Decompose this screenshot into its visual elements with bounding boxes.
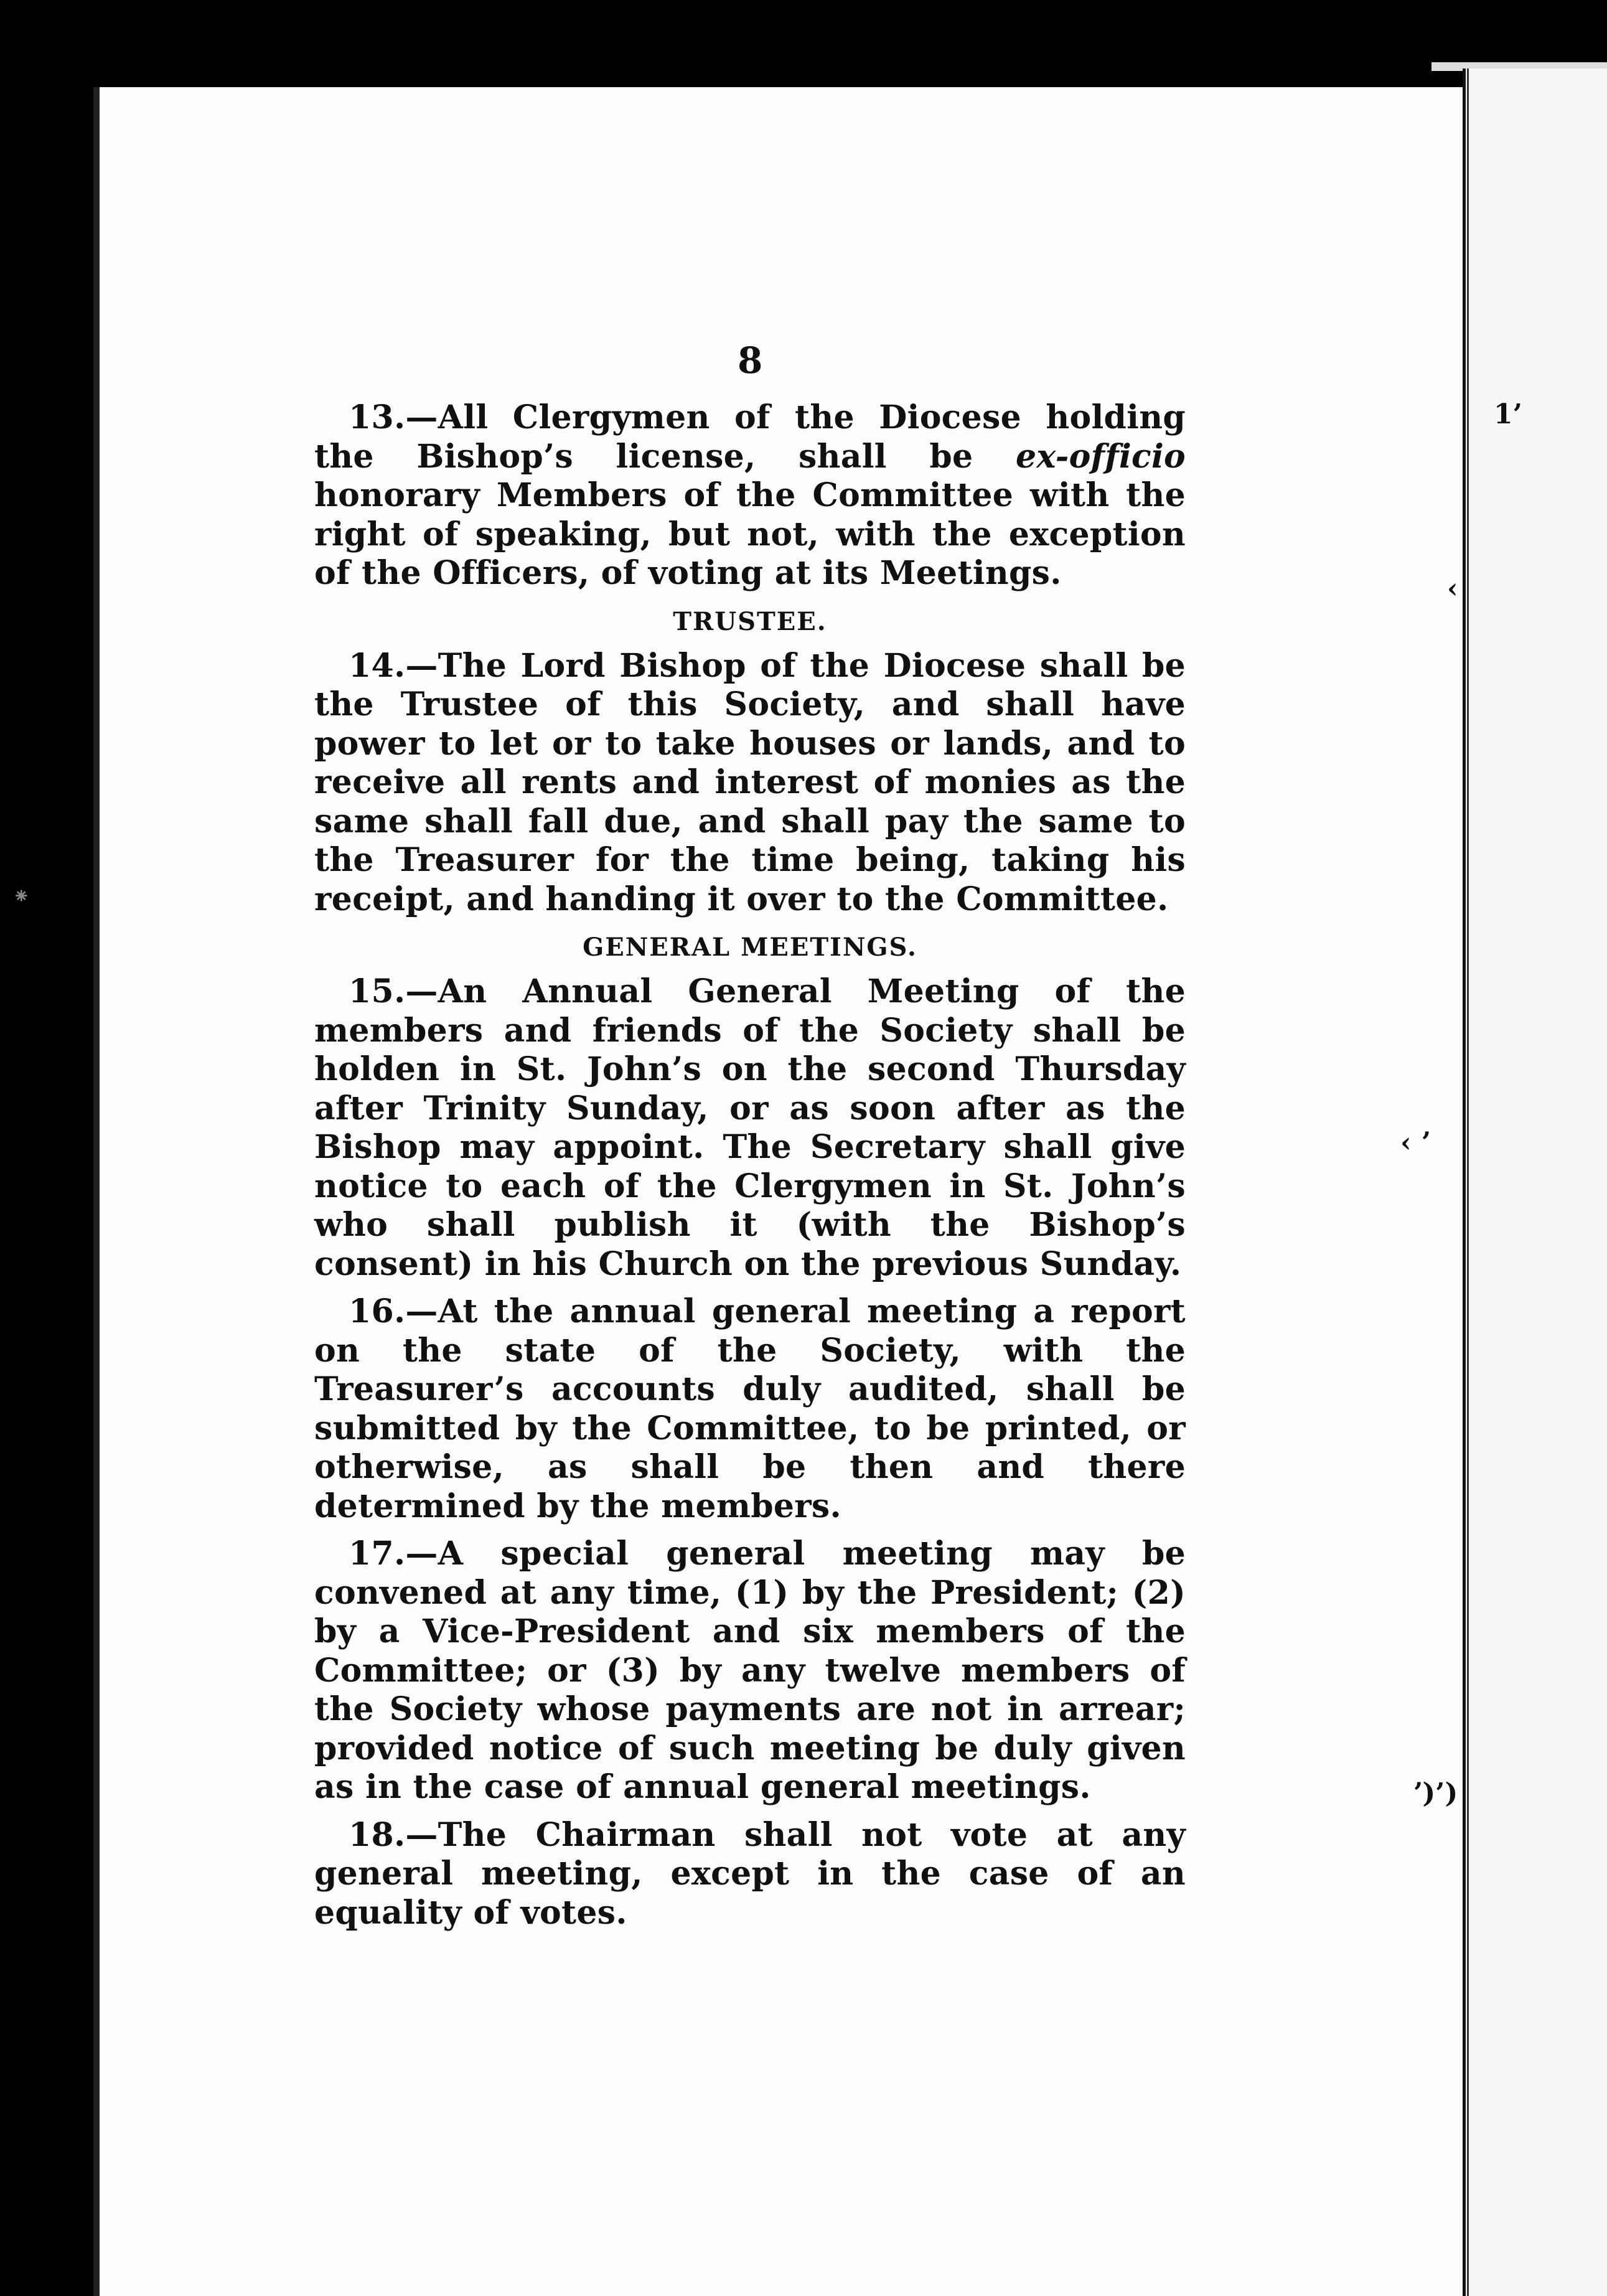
paragraph-15: 15.—An Annual General Meeting of the members and friends of the Society shall be holden in St. John’s on the second Thursday after Trinity Sunday, or as soon after as the Bishop may appoint. The Secretary shall give notice to each of the Clergymen in St. John’s who shall publish it (with the Bishop’s consent) in his Church on the previous Sunday. xyxy=(314,972,1186,1283)
page-number: 8 xyxy=(738,339,763,382)
margin-mark: ⁕ xyxy=(12,884,30,909)
section-heading-trustee: TRUSTEE. xyxy=(673,606,827,636)
spacer xyxy=(314,1526,1186,1535)
margin-mark: ʼ)’) xyxy=(1413,1777,1458,1809)
section-heading-general-meetings: GENERAL MEETINGS. xyxy=(583,933,917,962)
paragraph-13-italic: ex-officio xyxy=(1015,437,1186,476)
paragraph-17: 17.—A special general meeting may be convened at any time, (1) by the President; (2) by a Vice-President and six members of the Committee; or (3) by any twelve members of the Society whose payments are not in arrear; provided notice of such meeting be duly given as in the case of annual general meetings. xyxy=(314,1535,1186,1806)
paragraph-14: 14.—The Lord Bishop of the Diocese shall be the Trustee of this Society, and shall have power to let or to take houses or lands, and to receive all rents and interest of monies as the same shall fall due, and shall pay the same to the Treasurer for the time being, taking his receipt, and handing it over to the Committee. xyxy=(314,646,1186,918)
paragraph-13 xyxy=(314,398,1186,593)
page-gutter-line xyxy=(1467,68,1469,2296)
margin-mark: 1’ xyxy=(1494,398,1522,430)
spacer xyxy=(314,1807,1186,1816)
spacer xyxy=(314,1284,1186,1292)
facing-page-edge xyxy=(1463,68,1607,2296)
margin-mark: ‹ xyxy=(1447,573,1458,605)
paragraph-18: 18.—The Chairman shall not vote at any general meeting, except in the case of an equality of votes. xyxy=(314,1815,1186,1932)
paragraph-16: 16.—At the annual general meeting a report on the state of the Society, with the Treasurer’s accounts duly audited, shall be submitted by the Committee, to be printed, or otherwise, as shall be then and there determined by the members. xyxy=(314,1292,1186,1525)
margin-mark: ‹ ʼ xyxy=(1400,1127,1431,1159)
paragraph-13-text: 13.—All Clergymen of the Diocese holding the Bishop’s license, shall be xyxy=(314,398,1186,476)
paragraph-13-text-end: honorary Members of the Committee with the right of speaking, but not, with the exception of the Officers, of voting at its Meetings. xyxy=(314,476,1186,592)
document-body xyxy=(314,398,1186,1932)
